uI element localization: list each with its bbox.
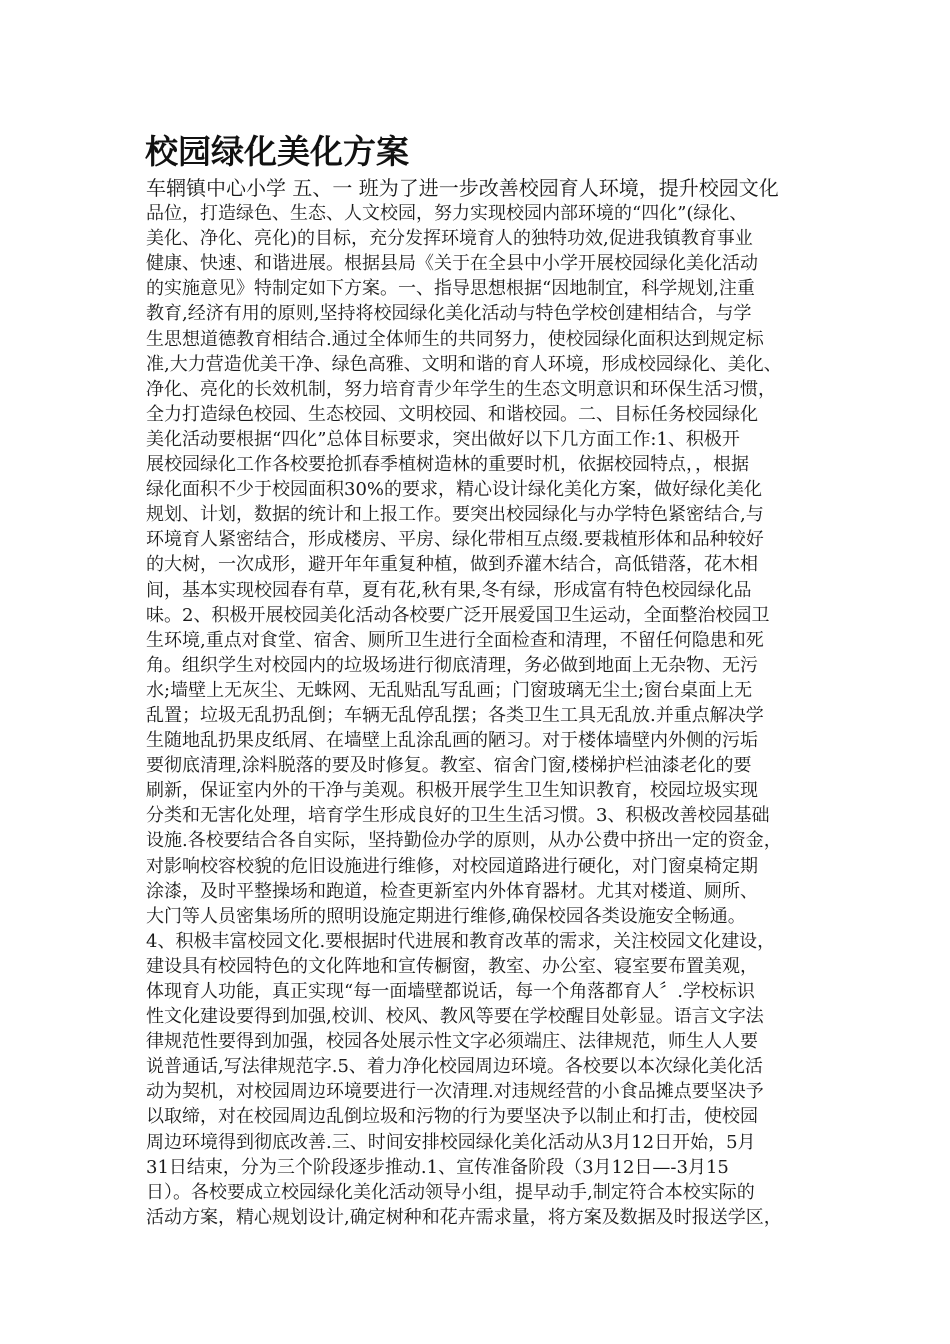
text-line: 的实施意见》特制定如下方案。一、指导思想根据“因地制宜，科学规划,注重 (146, 278, 755, 300)
text-line: 品位，打造绿色、生态、人文校园，努力实现校园内部环境的“四化”(绿化、 (146, 203, 748, 225)
text-line: 味。2、积极开展校园美化活动各校要广泛开展爱国卫生运动，全面整治校园卫 (146, 604, 770, 626)
text-line: 绿化面积不少于校园面积30%的要求，精心设计绿化美化方案，做好绿化美化 (146, 479, 763, 501)
text-line: 说普通话,写法律规范字.5、着力净化校园周边环境。各校要以本次绿化美化活 (146, 1056, 763, 1078)
document-title: 校园绿化美化方案 (145, 132, 409, 171)
text-line: 活动方案，精心规划设计,确定树种和花卉需求量，将方案及数据及时报送学区， (146, 1206, 782, 1228)
text-line: 的大树，一次成形，避开年年重复种植，做到乔灌木结合，高低错落，花木相 (146, 554, 758, 576)
text-line: 日）。各校要成立校园绿化美化活动领导小组，提早动手,制定符合本校实际的 (146, 1181, 755, 1203)
text-line: 美化活动要根据“四化”总体目标要求，突出做好以下几方面工作:1、积极开 (146, 428, 740, 450)
text-line: 设施.各校要结合各自实际，坚持勤俭办学的原则，从办公费中挤出一定的资金， (146, 830, 782, 852)
text-line: 准,大力营造优美干净、绿色高雅、文明和谐的育人环境，形成校园绿化、美化、 (146, 353, 782, 375)
text-line: 要彻底清理,涂料脱落的要及时修复。教室、宿舍门窗,楼梯护栏油漆老化的要 (146, 755, 752, 777)
text-line: 涂漆，及时平整操场和跑道，检查更新室内外体育器材。尤其对楼道、厕所、 (146, 880, 758, 902)
text-line: 分类和无害化处理，培育学生形成良好的卫生生活习惯。3、积极改善校园基础 (146, 805, 770, 827)
text-line: 建设具有校园特色的文化阵地和宣传橱窗，教室、办公室、寝室要布置美观， (146, 955, 758, 977)
text-line: 周边环境得到彻底改善.三、时间安排校园绿化美化活动从3月12日开始，5月 (146, 1131, 756, 1153)
text-line: 性文化建设要得到加强,校训、校风、教风等要在学校醒目处彰显。语言文字法 (146, 1006, 764, 1028)
text-line: 展校园绿化工作各校要抢抓春季植树造林的重要时机，依据校园特点，，根据 (146, 454, 749, 476)
text-line: 规划、计划，数据的统计和上报工作。要突出校园绿化与办学特色紧密结合,与 (146, 504, 764, 526)
text-line: 律规范性要得到加强，校园各处展示性文字必须端庄、法律规范，师生人人要 (146, 1031, 758, 1053)
text-line: 4、积极丰富校园文化.要根据时代进展和教育改革的需求，关注校园文化建设， (146, 930, 776, 952)
text-line: 健康、快速、和谐进展。根据县局《关于在全县中小学开展校园绿化美化活动 (146, 253, 758, 275)
text-line: 对影响校容校貌的危旧设施进行维修，对校园道路进行硬化，对门窗桌椅定期 (146, 855, 758, 877)
text-line: 美化、净化、亮化)的目标，充分发挥环境育人的独特功效,促进我镇教育事业 (146, 228, 753, 250)
text-line: 动为契机，对校园周边环境要进行一次清理.对违规经营的小食品摊点要坚决予 (146, 1081, 764, 1103)
text-line: 生思想道德教育相结合.通过全体师生的共同努力，使校园绿化面积达到规定标 (146, 328, 764, 350)
text-line: 31日结束，分为三个阶段逐步推动.1、宣传准备阶段（3月12日—-3月15 (146, 1156, 729, 1178)
text-line: 角。组织学生对校园内的垃圾场进行彻底清理，务必做到地面上无杂物、无污 (146, 654, 758, 676)
text-line: 间，基本实现校园春有草，夏有花,秋有果,冬有绿，形成富有特色校园绿化品 (146, 579, 752, 601)
text-line: 刷新，保证室内外的干净与美观。积极开展学生卫生知识教育，校园垃圾实现 (146, 780, 758, 802)
text-line: 车辋镇中心小学 五、一 班为了进一步改善校园育人环境，提升校园文化 (146, 176, 779, 200)
text-line: 教育,经济有用的原则,坚持将校园绿化美化活动与特色学校创建相结合，与学 (146, 303, 752, 325)
text-line: 水;墙壁上无灰尘、无蛛网、无乱贴乱写乱画；门窗玻璃无尘土;窗台桌面上无 (146, 679, 753, 701)
text-line: 体现育人功能，真正实现“每一面墙壁都说话，每一个角落都育人〞.学校标识 (146, 981, 755, 1002)
text-line: 净化、亮化的长效机制，努力培育青少年学生的生态文明意识和环保生活习惯， (146, 378, 776, 400)
text-line: 以取缔，对在校园周边乱倒垃圾和污物的行为要坚决予以制止和打击，使校园 (146, 1106, 758, 1128)
text-line: 乱置；垃圾无乱扔乱倒；车辆无乱停乱摆；各类卫生工具无乱放.并重点解决学 (146, 704, 764, 726)
text-line: 生环境,重点对食堂、宿舍、厕所卫生进行全面检查和清理，不留任何隐患和死 (146, 629, 764, 651)
text-line: 生随地乱扔果皮纸屑、在墙壁上乱涂乱画的陋习。对于楼体墙壁内外侧的污垢 (146, 730, 758, 752)
text-line: 环境育人紧密结合，形成楼房、平房、绿化带相互点缀.要栽植形体和品种较好 (146, 529, 764, 551)
document-body (146, 176, 811, 1230)
text-line: 大门等人员密集场所的照明设施定期进行维修,确保校园各类设施安全畅通。 (146, 905, 746, 927)
text-line: 全力打造绿色校园、生态校园、文明校园、和谐校园。二、目标任务校园绿化 (146, 403, 758, 425)
